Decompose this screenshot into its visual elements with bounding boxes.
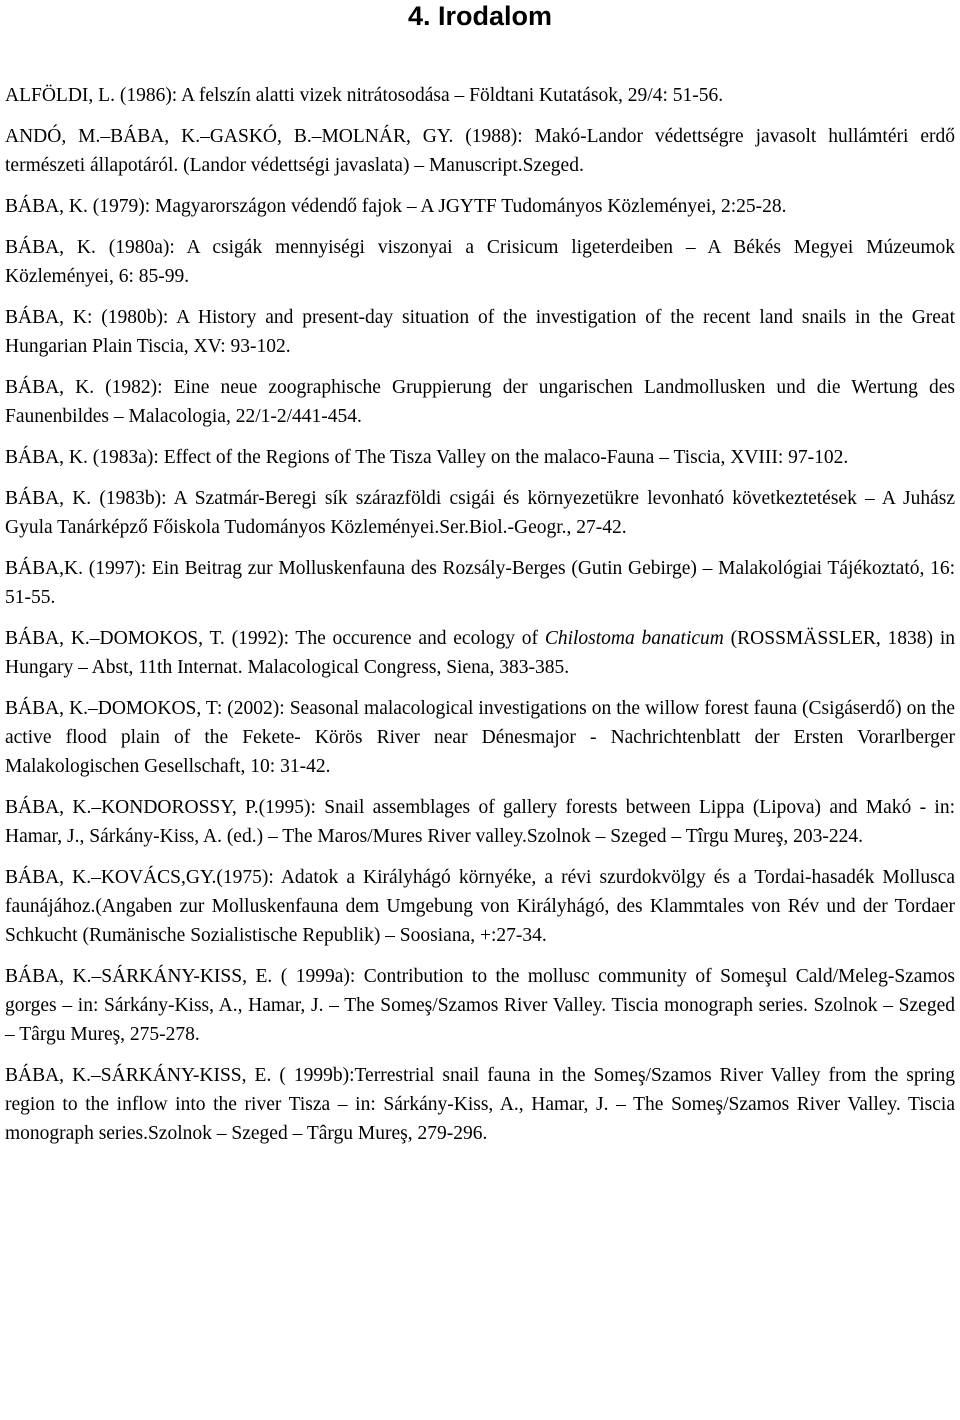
reference-item: BÁBA,K. (1997): Ein Beitrag zur Molluskenfauna des Rozsály-Berges (Gutin Gebirge) – Malakológiai Tájékoztató, 16: 51-55. <box>5 558 955 608</box>
reference-item: BÁBA, K.–KOVÁCS,GY.(1975): Adatok a Királyhágó környéke, a révi szurdokvölgy és a Tordai-hasadék Mollusca faunájához.(Angaben zur Molluskenfauna dem Umgebung von Királyhágó, des Klammtales von Rév und der Tordaer Schkucht (Rumänische Sozialistische Republik) – Soosiana, +:27-34. <box>5 867 955 946</box>
reference-item: BÁBA, K. (1982): Eine neue zoographische Gruppierung der ungarischen Landmollusken und die Wertung des Faunenbildes – Malacologia, 22/1-2/441-454. <box>5 377 955 427</box>
reference-item: BÁBA, K.–DOMOKOS, T: (2002): Seasonal malacological investigations on the willow forest fauna (Csigáserdő) on the active flood plain of the Fekete- Körös River near Dénesmajor - Nachrichtenblatt der Ersten Vorarlberger Malakologischen Gesellschaft, 10: 31-42. <box>5 698 955 777</box>
reference-text-before: BÁBA, K.–DOMOKOS, T. (1992): The occurence and ecology of <box>5 628 545 649</box>
reference-item: BÁBA, K.–SÁRKÁNY-KISS, E. ( 1999b):Terrestrial snail fauna in the Someş/Szamos River Valley from the spring region to the inflow into the river Tisza – in: Sárkány-Kiss, A., Hamar, J. – The Someş/Szamos River Valley. Tiscia monograph series.Szolnok – Szeged – Târgu Mureş, 279-296. <box>5 1065 955 1144</box>
species-name-italic: Chilostoma banaticum <box>544 628 724 649</box>
reference-item: BÁBA, K. (1983a): Effect of the Regions of The Tisza Valley on the malaco-Fauna – Tiscia, XVIII: 97-102. <box>5 447 849 468</box>
reference-item: ANDÓ, M.–BÁBA, K.–GASKÓ, B.–MOLNÁR, GY. (1988): Makó-Landor védettségre javasolt hullámtéri erdő természeti állapotáról. (Landor védettségi javaslata) – Manuscript.Szeged. <box>5 126 955 176</box>
reference-text-after: (ROSSMÄSSLER, 1838) in Hungary – Abst, 11th Internat. Malacological Congress, Siena, 383-385. <box>5 628 955 678</box>
reference-item: ALFÖLDI, L. (1986): A felszín alatti vizek nitrátosodása – Földtani Kutatások, 29/4: 51-56. <box>5 85 724 106</box>
reference-item: BÁBA, K. (1980a): A csigák mennyiségi viszonyai a Crisicum ligeterdeiben – A Békés Megyei Múzeumok Közleményei, 6: 85-99. <box>5 237 955 287</box>
reference-item: BÁBA, K. (1983b): A Szatmár-Beregi sík szárazföldi csigái és környezetükre levonható következtetések – A Juhász Gyula Tanárképző Főiskola Tudományos Közleményei.Ser.Biol.-Geogr., 27-42. <box>5 488 955 538</box>
reference-item: BÁBA, K: (1980b): A History and present-day situation of the investigation of the recent land snails in the Great Hungarian Plain Tiscia, XV: 93-102. <box>5 307 955 357</box>
reference-item <box>5 624 955 682</box>
section-title: 4. Irodalom <box>407 1 553 31</box>
reference-item: BÁBA, K.–KONDOROSSY, P.(1995): Snail assemblages of gallery forests between Lippa (Lipova) and Makó - in: Hamar, J., Sárkány-Kiss, A. (ed.) – The Maros/Mures River valley.Szolnok – Szeged – Tîrgu Mureş, 203-224. <box>5 797 955 847</box>
reference-list <box>5 81 955 1148</box>
reference-item: BÁBA, K. (1979): Magyarországon védendő fajok – A JGYTF Tudományos Közleményei, 2:25-28. <box>5 196 787 217</box>
reference-item: BÁBA, K.–SÁRKÁNY-KISS, E. ( 1999a): Contribution to the mollusc community of Someşul Cald/Meleg-Szamos gorges – in: Sárkány-Kiss, A., Hamar, J. – The Someş/Szamos River Valley. Tiscia monograph series. Szolnok – Szeged – Târgu Mureş, 275-278. <box>5 966 955 1045</box>
document-page <box>5 0 955 1160</box>
